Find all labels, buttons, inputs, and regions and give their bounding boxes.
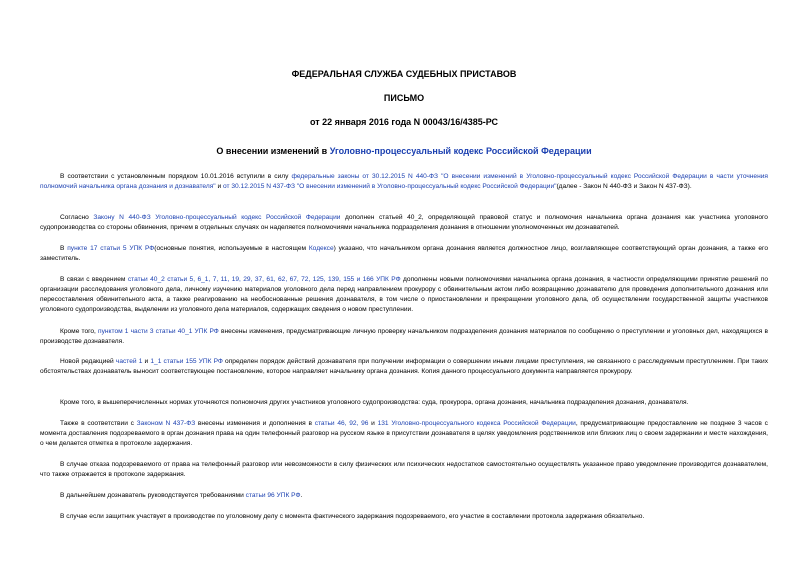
paragraph	[40, 512, 768, 522]
paragraph	[40, 213, 768, 233]
paragraph-text: В связи с введением	[60, 276, 128, 283]
document-title	[40, 146, 768, 156]
paragraph-text: (основные понятия, используемые в настоящем	[154, 245, 309, 252]
title-text: О внесении изменений в	[216, 146, 330, 156]
law-reference-link[interactable]: статьи 5, 6_1, 7, 11, 19, 29, 37, 61, 62, 67, 72, 125, 139, 155 и 166 УПК РФ	[167, 276, 401, 283]
law-reference-link[interactable]: Законом N 437-ФЗ	[136, 420, 196, 427]
law-reference-link[interactable]: частей 1	[115, 358, 143, 365]
paragraph-text: определен порядок действий дознавателя при получении информации о совершении иными лицами преступления, не связанного с расследуемым преступлением. При таких обстоятельствах дознаватель выносит соответствующее постановление, которое направляет начальнику органа дознания. Копия данного процессуального документа направляется прокурору.	[40, 358, 769, 375]
paragraph-text: внесены изменения, предусматривающие личную проверку начальником подразделения дознания материалов по сообщению о преступлении и уголовных дел, находящихся в производстве дознавателя.	[40, 328, 768, 345]
paragraph-text: В	[60, 245, 68, 252]
title-link[interactable]: Уголовно-процессуальный кодекс Российской Федерации	[329, 146, 592, 156]
paragraph-text: дополнен статьей 40_2, определяющей правовой статус и полномочия начальника органа дознания как участника уголовного судопроизводства со стороны обвинения, причем в отдельных случаях он наделяется полномочиями начальника подразделения дознания в отношении уполномоченных им дознавателей.	[40, 214, 768, 231]
paragraph-text: дополнены новыми полномочиями начальника органа дознания, в частности определяющими принятие решений по организации расследования уголовного дела, личному изучению материалов уголовного дела перед направлением прокурору с обвинительным актом либо возвращению дознавателю для проведения дополнительного дознания или пересоставления обвинительного акта, а также реагированию на необоснованные решения дознавателя, в том числе о приостановлении и прекращении уголовного дела, об осуществлении государственной защиты участников уголовного судопроизводства, выделении из уголовного дела материалов, содержащих сведения о новом преступлении.	[40, 276, 768, 313]
paragraph-text: В соответствии с установленным порядком 10.01.2016 вступили в силу	[60, 173, 292, 180]
paragraph-text: В случае если защитник участвует в производстве по уголовному делу с момента фактического задержания подозреваемого, его участие в составлении протокола задержания обязательно.	[60, 513, 645, 520]
paragraph	[40, 460, 768, 480]
paragraph-text: и	[215, 183, 223, 190]
paragraph	[40, 419, 768, 449]
paragraph	[40, 327, 768, 347]
law-reference-link[interactable]: статьи 96 УПК РФ	[245, 492, 301, 499]
paragraph	[40, 491, 768, 501]
paragraph	[40, 357, 768, 377]
paragraph	[40, 244, 768, 264]
law-reference-link[interactable]: Кодексе	[308, 245, 334, 252]
law-reference-link[interactable]: статьи 40_2	[127, 276, 165, 283]
paragraph	[40, 172, 768, 192]
paragraph	[40, 398, 768, 408]
paragraph-text: , предусматривающие предоставление не позднее 3 часов с момента доставления подозреваемого в орган дознания права на один телефонный разговор на русском языке в присутствии дознавателя в целях уведомления родственников или близких лиц о своем задержании и месте нахождения, о чем делается отметка в протоколе задержания.	[40, 420, 768, 447]
document-date-number: от 22 января 2016 года N 00043/16/4385-РС	[309, 117, 498, 127]
paragraph-text: Новой редакцией	[60, 358, 116, 365]
paragraph-text: Согласно	[60, 214, 94, 221]
paragraph-text: .	[300, 492, 303, 499]
paragraph	[40, 275, 768, 315]
law-reference-link[interactable]: 1_1 статьи 155 УПК РФ	[150, 358, 223, 365]
paragraph-text: Кроме того, в вышеперечисленных нормах уточняются полномочия других участников уголовного судопроизводства: суда, прокурора, органа дознания, начальника подразделения дознания, дознавателя.	[60, 399, 689, 406]
issuer-heading: ФЕДЕРАЛЬНАЯ СЛУЖБА СУДЕБНЫХ ПРИСТАВОВ	[291, 69, 517, 79]
law-reference-link[interactable]: федеральные законы от 30.12.2015 N 440-ФЗ "О внесении изменений в Уголовно-процессуальный кодекс Российской Федерации в части уточнения полномочий начальника органа дознания и дознавателя"	[40, 173, 768, 190]
law-reference-link[interactable]: Уголовно-процессуальный кодекс Российской Федерации	[155, 214, 341, 221]
paragraph-text: Кроме того,	[60, 328, 99, 335]
paragraph-text: ) указано, что начальником органа дознания является должностное лицо, возглавляющее соответствующий орган дознания, а также его заместитель.	[40, 245, 768, 262]
law-reference-link[interactable]: от 30.12.2015 N 437-ФЗ "О внесении изменений в Уголовно-процессуальный кодекс Российской Федерации"	[223, 183, 557, 190]
document-type: ПИСЬМО	[383, 93, 425, 103]
paragraph-text: Также в соответствии с	[60, 420, 137, 427]
paragraph-text: и	[142, 358, 151, 365]
paragraph-text: В случае отказа подозреваемого от права на телефонный разговор или невозможности в силу физических или психических недостатков самостоятельно осуществлять указанное право уведомление производится дознавателем, что также отражается в протоколе задержания.	[40, 461, 768, 478]
law-reference-link[interactable]: пунктом 1 части 3 статьи 40_1 УПК РФ	[98, 328, 219, 335]
paragraph-text: В дальнейшем дознаватель руководствуется требованиями	[60, 492, 246, 499]
law-reference-link[interactable]: пункте 17 статьи 5 УПК РФ	[67, 245, 155, 252]
paragraph-text: и	[368, 420, 378, 427]
law-reference-link[interactable]: Закону N 440-ФЗ	[93, 214, 151, 221]
law-reference-link[interactable]: статьи 46, 92, 96	[314, 420, 369, 427]
paragraph-text: (далее - Закон N 440-ФЗ и Закон N 437-ФЗ).	[556, 183, 692, 190]
paragraph-text: внесены изменения и дополнения в	[195, 420, 315, 427]
law-reference-link[interactable]: 131 Уголовно-процессуального кодекса Российской Федерации	[377, 420, 576, 427]
